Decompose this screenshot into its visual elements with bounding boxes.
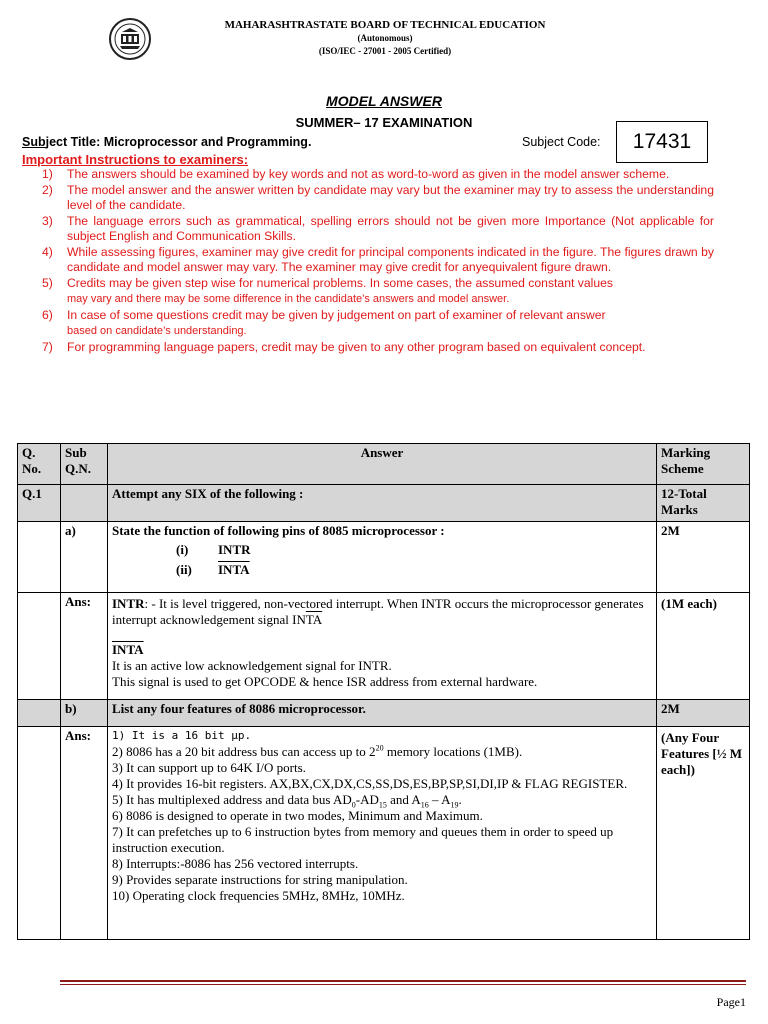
board-autonomous: (Autonomous) xyxy=(357,33,413,43)
board-header xyxy=(160,18,610,58)
qb-marks: 2M xyxy=(657,700,750,727)
table-row xyxy=(18,522,750,593)
instruction-number: 5) xyxy=(42,275,53,290)
instruction-item xyxy=(22,340,714,356)
instruction-number: 4) xyxy=(42,244,53,259)
header-qno: Q. No. xyxy=(18,444,61,485)
feature-4: 4) It provides 16-bit registers. AX,BX,CX,DX,CS,SS,DS,ES,BP,SP,SI,DI,IP & FLAG REGISTER. xyxy=(112,776,628,791)
instruction-number: 2) xyxy=(42,182,53,197)
cell-empty xyxy=(18,522,61,593)
qa-ans-label: Ans: xyxy=(61,593,108,700)
instruction-item xyxy=(22,167,714,183)
subject-title-prefix: Sub xyxy=(22,135,46,149)
q1-number: Q.1 xyxy=(18,485,61,522)
qa-question: State the function of following pins of 8085 microprocessor : xyxy=(112,523,445,538)
instruction-item xyxy=(22,308,714,340)
instructions-list xyxy=(22,167,714,355)
table-header-row xyxy=(18,444,750,485)
qa-answer-cell xyxy=(108,593,657,700)
subject-title-rest: ject Title: Microprocessor and Programming. xyxy=(45,135,312,149)
feature-7: 7) It can prefetches up to 6 instruction bytes from memory and queues them in order to speed up instruction execution. xyxy=(112,824,614,855)
qa-marks: 2M xyxy=(657,522,750,593)
cell-empty xyxy=(18,700,61,727)
feature-1: 1) It is a 16 bit μp. xyxy=(112,729,252,742)
feature-5-sub: 19 xyxy=(450,800,459,810)
feature-2-rest: memory locations (1MB). xyxy=(383,744,523,759)
instruction-text: In case of some questions credit may be given by judgement on part of examiner of relevant answer xyxy=(67,307,606,322)
instruction-number: 7) xyxy=(42,339,53,354)
feature-5-sub: 0 xyxy=(351,800,356,810)
inta-line-2: This signal is used to get OPCODE & hence ISR address from external hardware. xyxy=(112,674,538,689)
footer-rule xyxy=(60,980,746,982)
inta-label: INTA xyxy=(112,642,144,657)
msbte-emblem-icon xyxy=(108,17,152,61)
pin-name: INTR xyxy=(218,542,251,557)
feature-8: 8) Interrupts:-8086 has 256 vectored interrupts. xyxy=(112,856,359,871)
answer-table xyxy=(17,443,750,940)
table-row xyxy=(18,700,750,727)
table-row xyxy=(18,593,750,700)
feature-9: 9) Provides separate instructions for string manipulation. xyxy=(112,872,408,887)
instruction-text-small: may vary and there may be some difference in the candidate’s answers and model answer. xyxy=(67,293,510,305)
board-certified: (ISO/IEC - 27001 - 2005 Certified) xyxy=(318,46,452,56)
pin-number: (ii) xyxy=(176,562,192,577)
feature-5 xyxy=(112,792,652,808)
feature-2-sup: 20 xyxy=(375,743,384,753)
q1-text: Attempt any SIX of the following : xyxy=(108,485,657,522)
instruction-text: The language errors such as grammatical, spelling errors should not be given more Importance (Not applicable for subject English and Communication Skills. xyxy=(67,213,714,243)
instruction-text-small: based on candidate’s understanding. xyxy=(67,325,247,337)
feature-5-b: -AD xyxy=(355,792,379,807)
feature-5-e: . xyxy=(458,792,462,807)
qb-answer-cell xyxy=(108,727,657,940)
instruction-number: 1) xyxy=(42,167,53,181)
subject-code-box: 17431 xyxy=(616,121,708,163)
page-title: MODEL ANSWER xyxy=(326,93,442,109)
instruction-item xyxy=(22,183,714,214)
instructions-title: Important Instructions to examiners: xyxy=(22,152,249,167)
header-marking: Marking Scheme xyxy=(657,444,750,485)
instruction-number: 3) xyxy=(42,213,53,228)
header-answer: Answer xyxy=(108,444,657,485)
instruction-text: The model answer and the answer written by candidate may vary but the examiner may try to assess the understanding level of the candidate. xyxy=(67,182,714,212)
feature-10: 10) Operating clock frequencies 5MHz, 8MHz, 10MHz. xyxy=(112,888,405,903)
intr-label: INTR xyxy=(112,596,145,611)
qa-ans-marks: (1M each) xyxy=(657,593,750,700)
feature-5-d: – A xyxy=(428,792,451,807)
feature-6: 6) 8086 is designed to operate in two modes, Minimum and Maximum. xyxy=(112,808,483,823)
cell-empty xyxy=(18,727,61,940)
q1-marks: 12-Total Marks xyxy=(657,485,750,522)
inta-line-1: It is an active low acknowledgement signal for INTR. xyxy=(112,658,392,673)
qb-question: List any four features of 8086 microprocessor. xyxy=(108,700,657,727)
instruction-item xyxy=(22,214,714,245)
subject-code-label: Subject Code: xyxy=(522,135,601,149)
qa-sub: a) xyxy=(61,522,108,593)
cell-empty xyxy=(18,593,61,700)
subject-title xyxy=(22,135,311,149)
instruction-item xyxy=(22,245,714,276)
feature-3: 3) It can support up to 64K I/O ports. xyxy=(112,760,306,775)
instruction-item xyxy=(22,276,714,308)
qa-pins xyxy=(112,540,652,580)
feature-2 xyxy=(112,744,652,760)
feature-5-sub: 15 xyxy=(378,800,387,810)
footer-rule-thin xyxy=(60,984,746,985)
instruction-text: The answers should be examined by key words and not as word-to-word as given in the model answer scheme. xyxy=(67,167,670,181)
board-name: MAHARASHTRASTATE BOARD OF TECHNICAL EDUCATION xyxy=(224,19,546,31)
qb-ans-label: Ans: xyxy=(61,727,108,940)
intr-text-tail: $\overline{TA}$ xyxy=(305,612,323,627)
header-subqn: Sub Q.N. xyxy=(61,444,108,485)
qb-ans-marks: (Any Four Features [½ M each]) xyxy=(657,727,750,940)
qa-question-cell xyxy=(108,522,657,593)
instruction-text: Credits may be given step wise for numerical problems. In some cases, the assumed constant values xyxy=(67,275,613,290)
feature-5-c: and A xyxy=(386,792,421,807)
instruction-text: While assessing figures, examiner may give credit for principal components indicated in the figure. The figures drawn by candidate and model answer may vary. The examiner may give credit for anyequivalent figure drawn. xyxy=(67,244,714,274)
table-row xyxy=(18,727,750,940)
q1-sub-empty xyxy=(61,485,108,522)
page-number: Page1 xyxy=(716,995,746,1009)
feature-2-text: 2) 8086 has a 20 bit address bus can access up to 2 xyxy=(112,744,376,759)
table-row xyxy=(18,485,750,522)
feature-5-sub: 16 xyxy=(420,800,429,810)
instruction-text: For programming language papers, credit may be given to any other program based on equivalent concept. xyxy=(67,339,646,354)
intr-text: : - It is level triggered, non-vectored interrupt. When INTR occurs the microprocessor generates interrupt acknowledgement signal IN xyxy=(112,596,644,627)
instruction-number: 6) xyxy=(42,307,53,322)
pin-name: INTA xyxy=(218,562,250,577)
exam-name: SUMMER– 17 EXAMINATION xyxy=(295,115,473,130)
pin-number: (i) xyxy=(176,542,189,557)
qb-sub: b) xyxy=(61,700,108,727)
feature-5-a: 5) It has multiplexed address and data bus AD xyxy=(112,792,352,807)
